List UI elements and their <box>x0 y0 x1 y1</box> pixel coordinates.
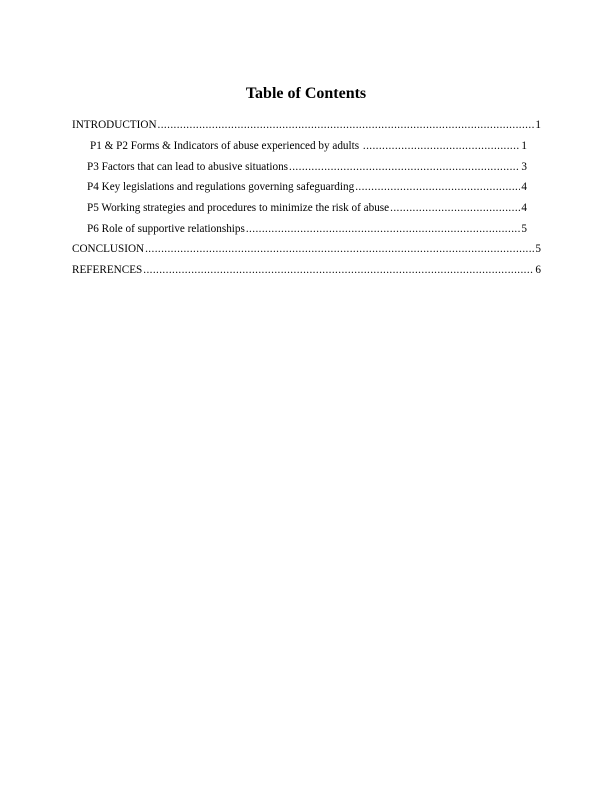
dot-leader <box>143 263 534 277</box>
toc-entry-p1-p2[interactable] <box>90 139 527 153</box>
toc-page-number: 4 <box>521 181 527 193</box>
dot-leader <box>145 242 534 256</box>
toc-page-number: 3 <box>521 161 527 173</box>
toc-entry-p5[interactable] <box>87 201 527 215</box>
toc-page-number: 4 <box>521 202 527 214</box>
toc-page-number: 5 <box>535 243 541 255</box>
toc-entry-p3[interactable] <box>87 160 527 174</box>
toc-page-number: 1 <box>535 119 541 131</box>
toc-entry-label: P5 Working strategies and procedures to minimize the risk of abuse <box>87 202 390 214</box>
toc-entry-label: P3 Factors that can lead to abusive situations <box>87 161 289 173</box>
dot-leader <box>289 160 520 174</box>
toc-page-number: 1 <box>521 140 527 152</box>
dot-leader <box>246 222 521 236</box>
dot-leader <box>363 139 521 153</box>
dot-leader <box>355 180 520 194</box>
dot-leader <box>158 118 535 132</box>
toc-entry-label: P4 Key legislations and regulations governing safeguarding <box>87 181 355 193</box>
toc-page-number: 5 <box>521 223 527 235</box>
toc-entry-label: REFERENCES <box>72 264 143 276</box>
toc-entry-label: INTRODUCTION <box>72 119 157 131</box>
toc-entry-label: P6 Role of supportive relationships <box>87 223 245 235</box>
toc-entry-label: CONCLUSION <box>72 243 145 255</box>
toc-page-number: 6 <box>535 264 541 276</box>
toc-entry-p6[interactable] <box>87 222 527 236</box>
toc-entry-conclusion[interactable] <box>72 242 541 256</box>
dot-leader <box>390 201 520 215</box>
toc-title: Table of Contents <box>245 85 367 102</box>
toc-entry-p4[interactable] <box>87 180 527 194</box>
toc-entry-references[interactable] <box>72 263 541 277</box>
toc-entry-label: P1 & P2 Forms & Indicators of abuse experienced by adults <box>90 140 362 152</box>
toc-entry-introduction[interactable] <box>72 118 541 132</box>
